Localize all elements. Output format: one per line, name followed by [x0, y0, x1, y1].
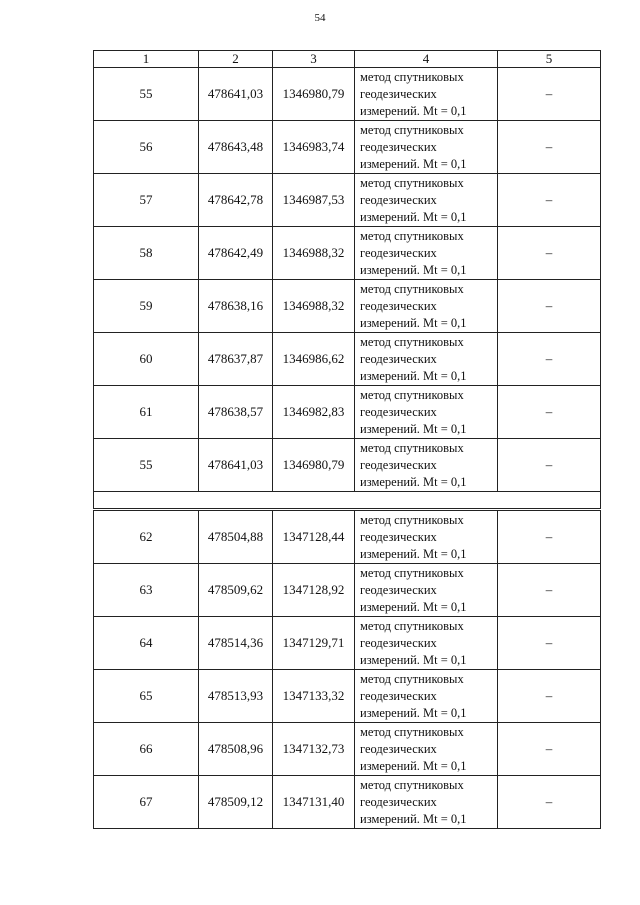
method-line: геодезических	[360, 635, 437, 650]
y-coordinate-cell: 1346986,62	[273, 333, 355, 386]
method-line: метод спутниковых	[360, 387, 464, 402]
y-coordinate-cell: 1346987,53	[273, 174, 355, 227]
method-line: метод спутниковых	[360, 618, 464, 633]
point-number-cell: 65	[94, 670, 199, 723]
header-cell-2: 2	[199, 51, 273, 68]
method-line: геодезических	[360, 457, 437, 472]
method-line: метод спутниковых	[360, 281, 464, 296]
y-coordinate-cell: 1347129,71	[273, 617, 355, 670]
table-row	[94, 564, 601, 617]
header-cell-4: 4	[355, 51, 498, 68]
method-line: измерений. Mt = 0,1	[360, 599, 467, 614]
method-cell	[355, 776, 498, 829]
x-coordinate-cell: 478643,48	[199, 121, 273, 174]
method-line: метод спутниковых	[360, 671, 464, 686]
table-row	[94, 439, 601, 492]
table-row	[94, 227, 601, 280]
page-number: 54	[314, 12, 326, 24]
dash-cell: –	[498, 68, 601, 121]
table-row	[94, 280, 601, 333]
x-coordinate-cell: 478509,12	[199, 776, 273, 829]
method-line: геодезических	[360, 404, 437, 419]
dash-cell: –	[498, 121, 601, 174]
x-coordinate-cell: 478641,03	[199, 439, 273, 492]
method-line: метод спутниковых	[360, 175, 464, 190]
method-line: геодезических	[360, 741, 437, 756]
x-coordinate-cell: 478509,62	[199, 564, 273, 617]
y-coordinate-cell: 1346980,79	[273, 439, 355, 492]
method-line: измерений. Mt = 0,1	[360, 546, 467, 561]
table-row	[94, 68, 601, 121]
method-cell	[355, 280, 498, 333]
method-cell	[355, 439, 498, 492]
point-number-cell: 55	[94, 439, 199, 492]
empty-cell	[94, 492, 601, 509]
method-line: измерений. Mt = 0,1	[360, 652, 467, 667]
y-coordinate-cell: 1346982,83	[273, 386, 355, 439]
method-line: измерений. Mt = 0,1	[360, 811, 467, 826]
method-line: геодезических	[360, 298, 437, 313]
method-line: измерений. Mt = 0,1	[360, 705, 467, 720]
point-number-cell: 64	[94, 617, 199, 670]
method-cell	[355, 121, 498, 174]
dash-cell: –	[498, 723, 601, 776]
method-cell	[355, 617, 498, 670]
dash-cell: –	[498, 386, 601, 439]
x-coordinate-cell: 478637,87	[199, 333, 273, 386]
table-row	[94, 333, 601, 386]
point-number-cell: 62	[94, 511, 199, 564]
point-number-cell: 60	[94, 333, 199, 386]
method-cell	[355, 564, 498, 617]
method-line: измерений. Mt = 0,1	[360, 368, 467, 383]
method-cell	[355, 511, 498, 564]
method-line: измерений. Mt = 0,1	[360, 156, 467, 171]
method-line: измерений. Mt = 0,1	[360, 315, 467, 330]
y-coordinate-cell: 1346988,32	[273, 280, 355, 333]
table-row	[94, 670, 601, 723]
method-line: геодезических	[360, 582, 437, 597]
dash-cell: –	[498, 617, 601, 670]
method-line: измерений. Mt = 0,1	[360, 262, 467, 277]
y-coordinate-cell: 1346988,32	[273, 227, 355, 280]
table-row	[94, 121, 601, 174]
method-cell	[355, 227, 498, 280]
y-coordinate-cell: 1347132,73	[273, 723, 355, 776]
method-line: метод спутниковых	[360, 228, 464, 243]
dash-cell: –	[498, 227, 601, 280]
method-line: измерений. Mt = 0,1	[360, 758, 467, 773]
x-coordinate-cell: 478642,78	[199, 174, 273, 227]
dash-cell: –	[498, 564, 601, 617]
table-row	[94, 617, 601, 670]
method-line: геодезических	[360, 529, 437, 544]
y-coordinate-cell: 1346980,79	[273, 68, 355, 121]
header-cell-3: 3	[273, 51, 355, 68]
point-number-cell: 61	[94, 386, 199, 439]
method-line: геодезических	[360, 245, 437, 260]
x-coordinate-cell: 478508,96	[199, 723, 273, 776]
y-coordinate-cell: 1346983,74	[273, 121, 355, 174]
table-row	[94, 174, 601, 227]
y-coordinate-cell: 1347128,44	[273, 511, 355, 564]
method-line: геодезических	[360, 86, 437, 101]
method-line: метод спутниковых	[360, 724, 464, 739]
point-number-cell: 57	[94, 174, 199, 227]
dash-cell: –	[498, 776, 601, 829]
x-coordinate-cell: 478514,36	[199, 617, 273, 670]
method-cell	[355, 723, 498, 776]
method-line: метод спутниковых	[360, 334, 464, 349]
method-cell	[355, 174, 498, 227]
table-row	[94, 776, 601, 829]
method-cell	[355, 386, 498, 439]
x-coordinate-cell: 478642,49	[199, 227, 273, 280]
method-line: геодезических	[360, 351, 437, 366]
dash-cell: –	[498, 439, 601, 492]
x-coordinate-cell: 478513,93	[199, 670, 273, 723]
method-line: метод спутниковых	[360, 440, 464, 455]
method-line: метод спутниковых	[360, 565, 464, 580]
method-line: измерений. Mt = 0,1	[360, 474, 467, 489]
header-cell-1: 1	[94, 51, 199, 68]
point-number-cell: 59	[94, 280, 199, 333]
method-line: измерений. Mt = 0,1	[360, 421, 467, 436]
y-coordinate-cell: 1347133,32	[273, 670, 355, 723]
x-coordinate-cell: 478504,88	[199, 511, 273, 564]
method-line: геодезических	[360, 688, 437, 703]
method-line: геодезических	[360, 192, 437, 207]
table-row	[94, 511, 601, 564]
header-row	[94, 51, 601, 68]
dash-cell: –	[498, 511, 601, 564]
point-number-cell: 66	[94, 723, 199, 776]
method-cell	[355, 68, 498, 121]
method-line: метод спутниковых	[360, 122, 464, 137]
header-cell-5: 5	[498, 51, 601, 68]
method-cell	[355, 333, 498, 386]
method-line: измерений. Mt = 0,1	[360, 103, 467, 118]
dash-cell: –	[498, 670, 601, 723]
point-number-cell: 55	[94, 68, 199, 121]
method-line: метод спутниковых	[360, 69, 464, 84]
coordinates-table-bottom	[93, 510, 601, 829]
dash-cell: –	[498, 333, 601, 386]
method-line: метод спутниковых	[360, 777, 464, 792]
x-coordinate-cell: 478638,16	[199, 280, 273, 333]
method-line: геодезических	[360, 794, 437, 809]
coordinates-table-top	[93, 50, 601, 509]
point-number-cell: 58	[94, 227, 199, 280]
point-number-cell: 56	[94, 121, 199, 174]
y-coordinate-cell: 1347131,40	[273, 776, 355, 829]
x-coordinate-cell: 478638,57	[199, 386, 273, 439]
table-row	[94, 386, 601, 439]
method-line: геодезических	[360, 139, 437, 154]
table-row	[94, 723, 601, 776]
dash-cell: –	[498, 174, 601, 227]
method-cell	[355, 670, 498, 723]
dash-cell: –	[498, 280, 601, 333]
point-number-cell: 63	[94, 564, 199, 617]
y-coordinate-cell: 1347128,92	[273, 564, 355, 617]
empty-row	[94, 492, 601, 509]
method-line: измерений. Mt = 0,1	[360, 209, 467, 224]
point-number-cell: 67	[94, 776, 199, 829]
method-line: метод спутниковых	[360, 512, 464, 527]
x-coordinate-cell: 478641,03	[199, 68, 273, 121]
